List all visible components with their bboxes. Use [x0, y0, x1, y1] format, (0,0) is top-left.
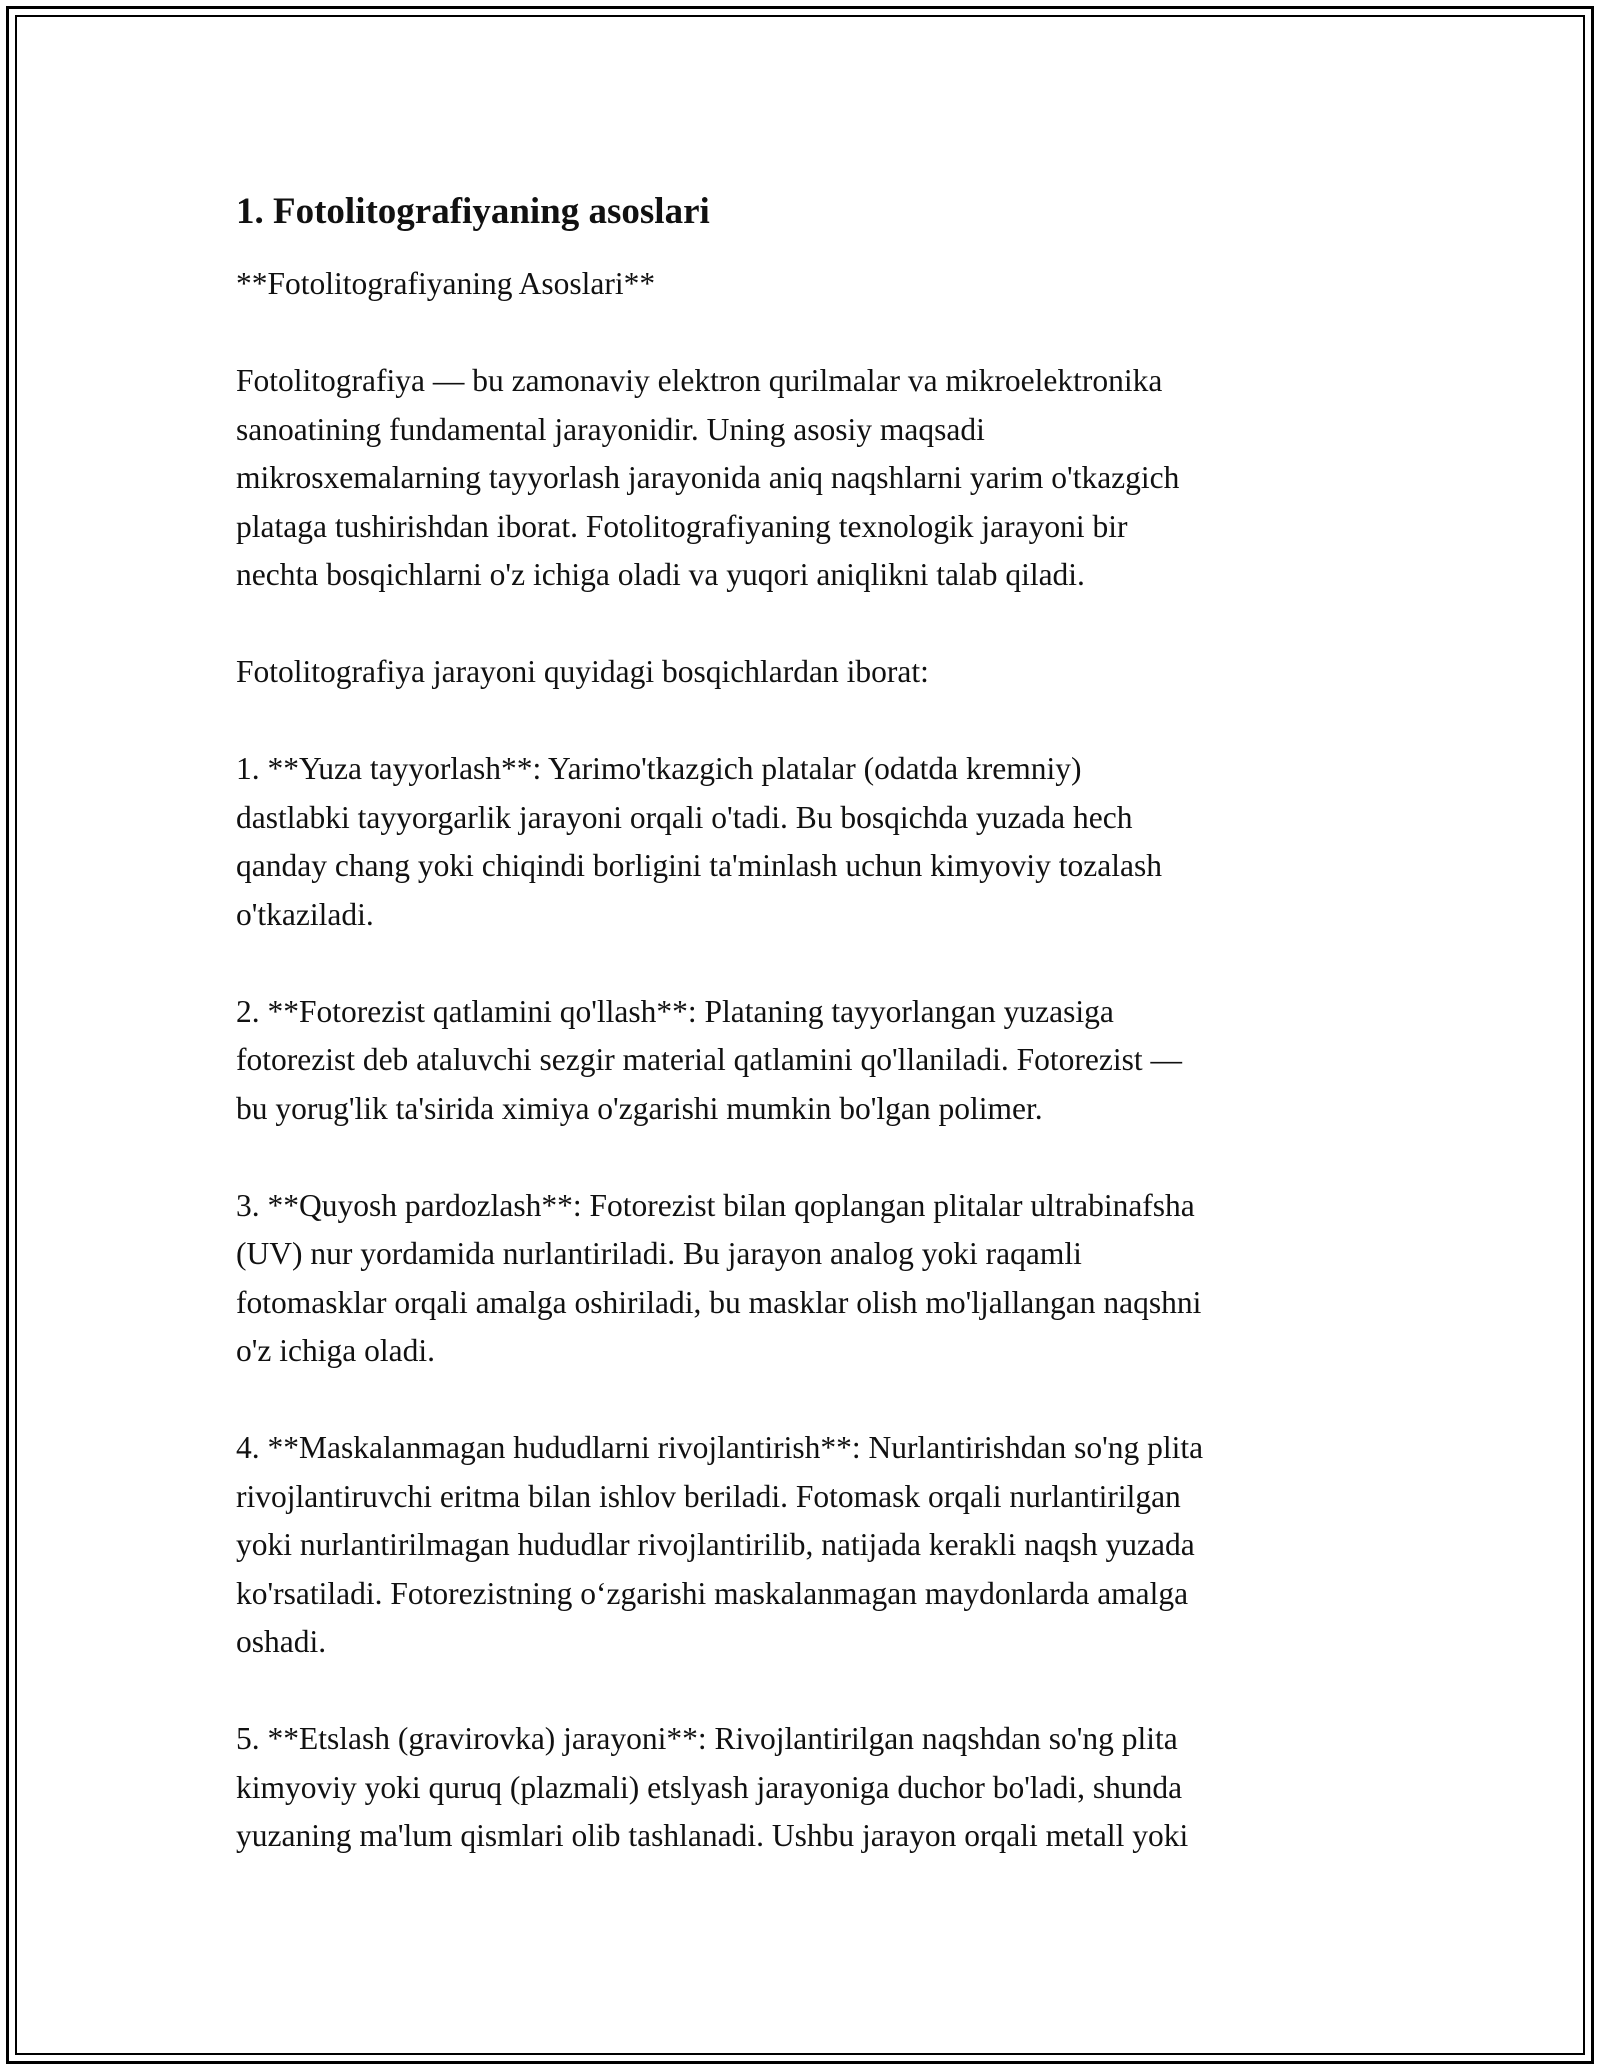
stages-intro-paragraph: Fotolitografiya jarayoni quyidagi bosqichlardan iborat: [236, 654, 929, 689]
stage-5-paragraph: 5. **Etslash (gravirovka) jarayoni**: Rivojlantirilgan naqshdan so'ng plita kimyoviy yoki quruq (plazmali) etslyash jarayoniga duchor bo'ladi, shunda yuzaning ma'lum qismlari olib tashlanadi. Ushbu jarayon orqali metall yoki [236, 1721, 1189, 1853]
document-body [236, 186, 1376, 1909]
stage-1-paragraph: 1. **Yuza tayyorlash**: Yarimo'tkazgich platalar (odatda kremniy) dastlabki tayyorgarlik jarayoni orqali o'tadi. Bu bosqichda yuzada hech qanday chang yoki chiqindi borligini ta'minlash uchun kimyoviy tozalash o'tkaziladi. [236, 751, 1163, 932]
stage-3-paragraph: 3. **Quyosh pardozlash**: Fotorezist bilan qoplangan plitalar ultrabinafsha (UV) nur yordamida nurlantiriladi. Bu jarayon analog yoki raqamli fotomasklar orqali amalga oshiriladi, bu masklar olish mo'ljallangan naqshni o'z ichiga oladi. [236, 1187, 1202, 1368]
page-title: 1. Fotolitografiyaning asoslari [236, 191, 710, 232]
intro-paragraph: Fotolitografiya — bu zamonaviy elektron qurilmalar va mikroelektronika sanoatining fundamental jarayonidir. Uning asosiy maqsadi mikrosxemalarning tayyorlash jarayonida aniq naqshlarni yarim o'tkazgich plataga tushirishdan iborat. Fotolitografiyaning texnologik jarayoni bir nechta bosqichlarni o'z ichiga oladi va yuqori aniqlikni talab qiladi. [236, 363, 1180, 592]
subtitle-paragraph: **Fotolitografiyaning Asoslari** [236, 266, 656, 301]
stage-2-paragraph: 2. **Fotorezist qatlamini qo'llash**: Plataning tayyorlangan yuzasiga fotorezist deb ataluvchi sezgir material qatlamini qo'llaniladi. Fotorezist — bu yorug'lik ta'sirida ximiya o'zgarishi mumkin bo'lgan polimer. [236, 993, 1183, 1126]
stage-4-paragraph: 4. **Maskalanmagan hududlarni rivojlantirish**: Nurlantirishdan so'ng plita rivojlantiruvchi eritma bilan ishlov beriladi. Fotomask orqali nurlantirilgan yoki nurlantirilmagan hududlar rivojlantirilib, natijada kerakli naqsh yuzada ko'rsatiladi. Fotorezistning o‘zgarishi maskalanmagan maydonlarda amalga oshadi. [236, 1430, 1204, 1659]
